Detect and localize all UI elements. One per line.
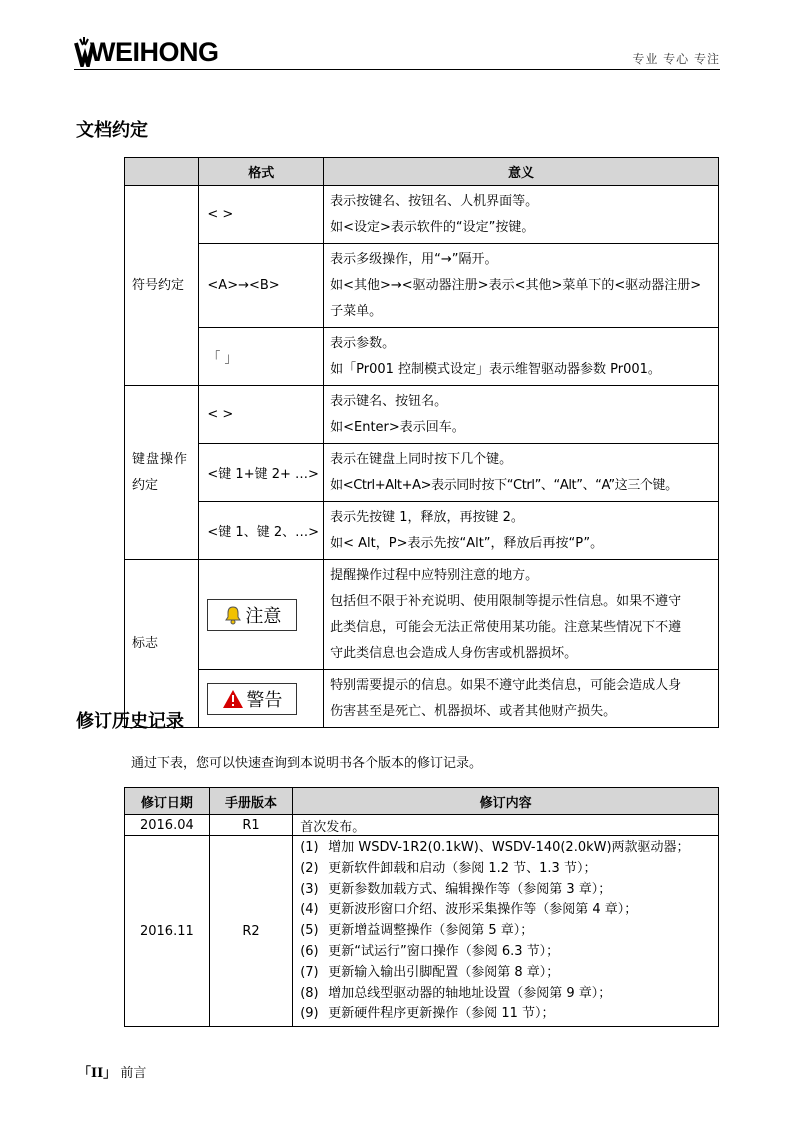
page-number: 「II」: [78, 1066, 117, 1081]
table-row: [125, 328, 719, 386]
meaning-line: 子菜单。: [330, 304, 383, 319]
format-cell: <键 1、键 2、…>: [199, 502, 324, 560]
item-text: 更新软件卸载和启动（参阅 1.2 节、1.3 节）；: [328, 860, 597, 876]
table-row: [125, 502, 719, 560]
item-number: (8): [300, 985, 319, 1001]
column-header: 修订日期: [125, 788, 210, 815]
content-cell: 首次发布。: [293, 815, 719, 836]
meaning-line: 表示按键名、按钮名、人机界面等。: [330, 194, 539, 209]
warning-badge: [207, 683, 297, 715]
meaning-cell: [324, 560, 719, 670]
meaning-cell: [324, 444, 719, 502]
table-row: [125, 386, 719, 444]
format-cell: [199, 560, 324, 670]
conventions-table: [124, 157, 719, 728]
table-row: [125, 444, 719, 502]
item-text: 增加总线型驱动器的轴地址设置（参阅第 9 章）；: [328, 985, 612, 1001]
item-text: 更新增益调整操作（参阅第 5 章）；: [328, 923, 534, 939]
list-item: [300, 1004, 718, 1025]
meaning-cell: [324, 244, 719, 328]
format-cell: 「 」: [199, 328, 324, 386]
list-item: [300, 900, 718, 921]
meaning-line: 如<设定>表示软件的“设定”按键。: [330, 220, 535, 235]
category-cell: [125, 386, 199, 560]
header-slogan: 专业 专心 专注: [632, 52, 720, 66]
table-row: [125, 815, 719, 836]
item-number: (7): [300, 964, 319, 980]
format-cell: < >: [199, 186, 324, 244]
warning-label: 警告: [246, 689, 283, 711]
table-row: [125, 670, 719, 728]
meaning-line: 特别需要提示的信息。如果不遵守此类信息，可能会造成人身: [330, 678, 682, 693]
column-header: 修订内容: [293, 788, 719, 815]
caution-badge: [207, 599, 297, 631]
format-cell: < >: [199, 386, 324, 444]
item-text: 更新参数加载方式、编辑操作等（参阅第 3 章）；: [328, 881, 612, 897]
column-header: 意义: [324, 158, 719, 186]
meaning-line: 表示在键盘上同时按下几个键。: [330, 452, 513, 467]
meaning-line: 表示参数。: [330, 336, 396, 351]
meaning-line: 如< Alt，P>表示先按“Alt”，释放后再按“P”。: [330, 536, 604, 551]
page-footer: [78, 1062, 146, 1081]
table-header-row: [125, 788, 719, 815]
format-cell: [199, 670, 324, 728]
table-row: [125, 560, 719, 670]
meaning-cell: [324, 670, 719, 728]
list-item: [300, 838, 718, 859]
page-header: [74, 36, 720, 70]
version-cell: R2: [209, 836, 292, 1027]
list-item: [300, 859, 718, 880]
item-text: 增加 WSDV-1R2(0.1kW)、WSDV-140(2.0kW)两款驱动器；: [328, 840, 690, 855]
section-title-revision-history: 修订历史记录: [76, 711, 184, 732]
section-title-conventions: 文档约定: [76, 120, 148, 141]
category-line: 键盘操作: [132, 451, 189, 467]
list-item: [300, 942, 718, 963]
meaning-line: 如「Pr001 控制模式设定」表示维智驱动器参数 Pr001。: [330, 362, 661, 377]
meaning-line: 表示多级操作，用“→”隔开。: [330, 252, 498, 267]
content-cell: [293, 836, 719, 1027]
version-cell: R1: [209, 815, 292, 836]
footer-label: 前言: [120, 1066, 147, 1081]
table-row: [125, 244, 719, 328]
table-row: [125, 836, 719, 1027]
meaning-cell: [324, 502, 719, 560]
meaning-cell: [324, 328, 719, 386]
format-cell: <A>→<B>: [199, 244, 324, 328]
item-text: 更新波形窗口介绍、波形采集操作等（参阅第 4 章）；: [328, 902, 638, 918]
meaning-line: 如<其他>→<驱动器注册>表示<其他>菜单下的<驱动器注册>: [330, 278, 702, 293]
item-number: (5): [300, 923, 319, 939]
meaning-line: 此类信息，可能会无法正常使用某功能。注意某些情况下不遵: [330, 620, 682, 635]
item-text: 更新“试运行”窗口操作（参阅 6.3 节）；: [328, 943, 560, 959]
meaning-line: 伤害甚至是死亡、机器损坏、或者其他财产损失。: [330, 704, 617, 719]
item-number: (2): [300, 860, 319, 876]
header-rule: [74, 69, 720, 70]
category-cell: 符号约定: [125, 186, 199, 386]
meaning-line: 表示先按键 1，释放，再按键 2。: [330, 510, 524, 525]
date-cell: 2016.04: [125, 815, 210, 836]
category-cell: 标志: [125, 560, 199, 728]
revision-intro-text: 通过下表，您可以快速查询到本说明书各个版本的修订记录。: [131, 756, 483, 771]
column-header: 手册版本: [209, 788, 292, 815]
column-header: 格式: [199, 158, 324, 186]
revision-table: [124, 787, 719, 1027]
table-header-row: [125, 158, 719, 186]
format-cell: <键 1+键 2+ …>: [199, 444, 324, 502]
list-item: [300, 984, 718, 1005]
meaning-line: 守此类信息也会造成人身伤害或机器损坏。: [330, 646, 578, 661]
meaning-line: 如<Ctrl+Alt+A>表示同时按下“Ctrl”、“Alt”、“A”这三个键。: [330, 478, 678, 493]
item-number: (9): [300, 1006, 319, 1022]
meaning-line: 表示键名、按钮名。: [330, 394, 448, 409]
bell-icon: [223, 605, 243, 625]
meaning-line: 包括但不限于补充说明、使用限制等提示性信息。如果不遵守: [330, 594, 682, 609]
warning-triangle-icon: [222, 689, 244, 709]
item-number: (1): [300, 840, 319, 855]
list-item: [300, 880, 718, 901]
meaning-line: 如<Enter>表示回车。: [330, 420, 465, 435]
list-item: [300, 921, 718, 942]
item-number: (3): [300, 881, 319, 897]
date-cell: 2016.11: [125, 836, 210, 1027]
meaning-line: 提醒操作过程中应特别注意的地方。: [330, 568, 539, 583]
caution-label: 注意: [245, 605, 282, 627]
column-header: [125, 158, 199, 186]
category-line: 约定: [132, 477, 159, 493]
table-row: [125, 186, 719, 244]
item-number: (4): [300, 902, 319, 918]
item-number: (6): [300, 943, 319, 959]
item-text: 更新硬件程序更新操作（参阅 11 节）；: [328, 1006, 555, 1022]
list-item: [300, 963, 718, 984]
meaning-cell: [324, 186, 719, 244]
meaning-cell: [324, 386, 719, 444]
logo-text: WEIHONG: [90, 37, 219, 67]
item-text: 更新输入输出引脚配置（参阅第 8 章）；: [328, 964, 560, 980]
